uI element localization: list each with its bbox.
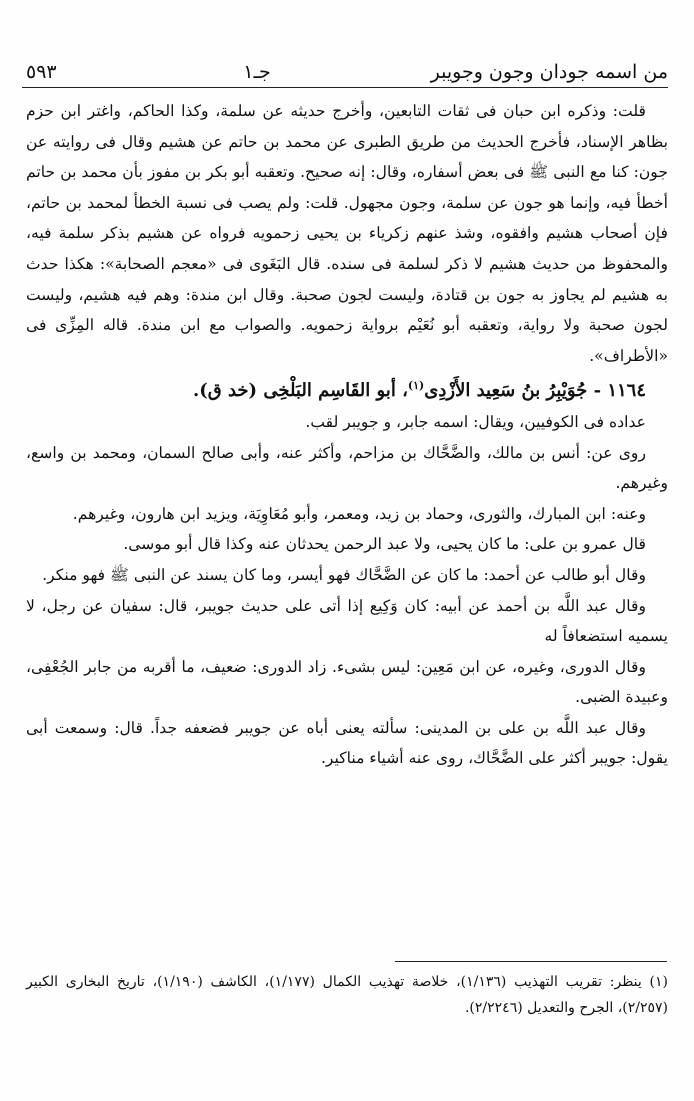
page-header (22, 57, 668, 88)
page-number: ٥٩٣ (26, 61, 57, 83)
entry-heading (26, 371, 668, 407)
running-title: من اسمه جودان وجون وجويبر (430, 61, 668, 83)
paragraph: عداده فى الكوفيين، ويقال: اسمه جابر، و جويبر لقب. (305, 412, 646, 431)
volume-label: جـ١ (243, 61, 271, 83)
main-text (26, 96, 668, 774)
paragraph: وعنه: ابن المبارك، والثورى، وحماد بن زيد، ومعمر، وأبو مُعَاوِيَة، ويزيد ابن هارون، وغيرهم. (72, 504, 646, 523)
footnote (26, 969, 668, 1021)
entry-name: جُوَيْبِرُ بنُ سَعِيد الأَزْدِى (424, 380, 588, 402)
paragraph: وقال الدورى، وغيره، عن ابن مَعِين: ليس بشىء. زاد الدورى: ضعيف، ما أقربه من جابر الجُعْفِى، وعبيدة الضبى. (26, 657, 668, 707)
paragraph: روى عن: أنس بن مالك، والضَّحَّاك بن مزاحم، وأكثر عنه، وأبى صالح السمان، ومحمد بن واسع، وغيرهم. (26, 443, 668, 493)
entry-kunya: ، أبو القَاسِم البَلْخِى (خد ق). (192, 380, 408, 402)
paragraph: وقال عبد اللَّه بن أحمد عن أبيه: كان وَكِيع إذا أتى على حديث جويبر، قال: سفيان عن رجل، لا يسميه استضعافاً له (26, 596, 668, 646)
footnote-divider (395, 961, 667, 962)
entry-number: ١١٦٤ - (593, 380, 646, 402)
paragraph-commentary: قلت: وذكره ابن حبان فى ثقات التابعين، وأخرج حديثه عن سلمة، وكذا الحاكم، واغتر ابن حزم بظاهر الإسناد، فأخرج الحديث من طريق الطبرى عن محمد بن حاتم عن هشيم وقال فى روايته عن جون: كنا مع النبى ﷺ فى بعض أسفاره، وقال: إنه صحيح. وتعقبه أبو بكر بن مفوز بأن محمد بن حاتم أخطأ فيه، وإنما هو جون عن سلمة، وجون مجهول. قلت: ولم يصب فى نسبة الخطأ لمحمد بن حاتم، فإن أصحاب هشيم وافقوه، وشذ عنهم زكرياء بن يحيى زحمويه فرواه عن هشيم بذكر سلمة فيه، والمحفوظ من حديث هشيم لا ذكر لسلمة فى سنده. قال البَغَوى فى «معجم الصحابة»: هكذا حدث به هشيم لم يجاوز به جون بن قتادة، وليست لجون صحبة. وقال ابن مندة: وهم فيه هشيم، وليست لجون صحبة ولا رواية، وتعقبه أبو نُعَيْم برواية زحمويه. والصواب مع ابن مندة. قاله المِزِّى فى «الأطراف». (26, 102, 668, 365)
paragraph: قال عمرو بن على: ما كان يحيى، ولا عبد الرحمن يحدثان عنه وكذا قال أبو موسى. (123, 535, 646, 554)
footnote-text: (١) ينظر: تقريب التهذيب (١/١٣٦)، خلاصة تهذيب الكمال (١/١٧٧)، الكاشف (١/١٩٠)، تاريخ البخارى الكبير (٢/٢٥٧)، الجرح والتعديل (٢/٢٢٤٦). (26, 974, 669, 1016)
paragraph: وقال أبو طالب عن أحمد: ما كان عن الضَّحَّاك فهو أيسر، وما كان يسند عن النبى ﷺ فهو منكر. (42, 565, 646, 584)
footnote-reference[interactable]: (١) (407, 379, 425, 393)
paragraph: وقال عبد اللَّه بن على بن المدينى: سألته يعنى أباه عن جويبر فضعفه جداً. قال: وسمعت أبى يقول: جويبر أكثر على الضَّحَّاك، روى عنه أشياء مناكير. (26, 718, 668, 768)
